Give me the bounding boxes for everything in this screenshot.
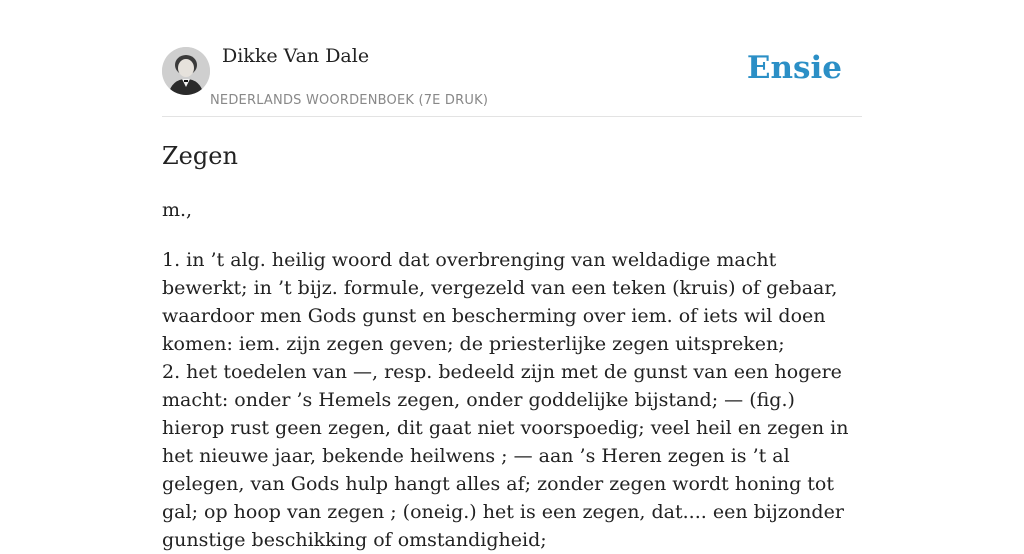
source-subtitle: NEDERLANDS WOORDENBOEK (7E DRUK) — [210, 93, 489, 108]
entry-header — [162, 0, 862, 117]
entry-term: Zegen — [162, 142, 238, 170]
author-avatar[interactable] — [162, 47, 210, 95]
definition-body — [162, 246, 862, 554]
page-content — [162, 0, 862, 554]
brand-logo-link[interactable]: Ensie — [746, 50, 842, 86]
definition-sense-1: 1. in ’t alg. heilig woord dat overbrenging van weldadige macht bewerkt; in ’t bijz. formule, vergezeld van een teken (kruis) of gebaar, waardoor men Gods gunst en bescherming over iem. of iets wil doen komen: iem. zijn zegen geven; de priesterlijke zegen uitspreken; — [162, 249, 838, 355]
grammar-label: m., — [162, 199, 193, 221]
author-name-link[interactable]: Dikke Van Dale — [222, 45, 370, 67]
definition-sense-2: 2. het toedelen van —, resp. bedeeld zijn met de gunst van een hogere macht: onder ’s Hemels zegen, onder goddelijke bijstand; — (fig.) hierop rust geen zegen, dit gaat niet voorspoedig; veel heil en zegen in het nieuwe jaar, bekende heilwens ; — aan ’s Heren zegen is ’t al gelegen, van Gods hulp hangt alles af; zonder zegen wordt honing tot gal; op hoop van zegen ; (oneig.) het is een zegen, dat.... een bijzonder gunstige beschikking of omstandigheid; — [162, 361, 849, 551]
portrait-avatar-icon — [162, 47, 210, 95]
